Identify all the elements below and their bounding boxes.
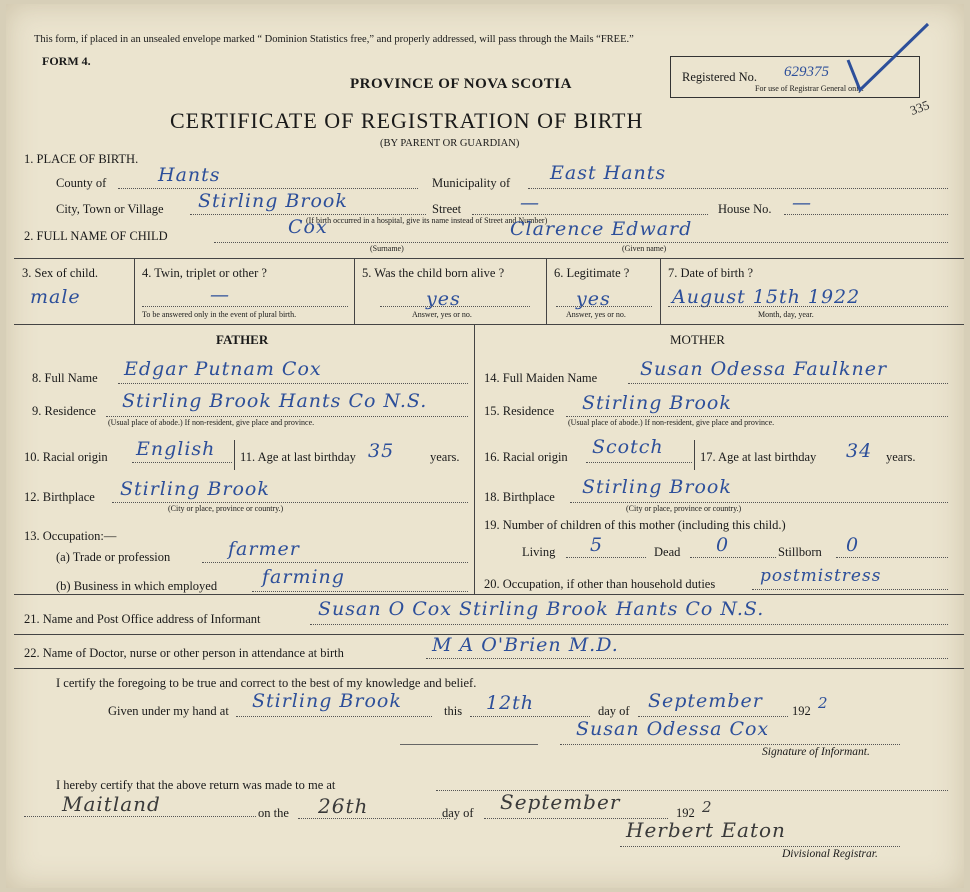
registrar-note: For use of Registrar General only. — [755, 84, 864, 93]
registrar-month: September — [500, 790, 621, 814]
mother-racial-label: 16. Racial origin — [484, 450, 568, 464]
hospital-note: (If birth occurred in a hospital, give its name instead of Street and Number) — [306, 216, 548, 225]
dob-label: 7. Date of birth ? — [668, 266, 754, 280]
alive-note: Answer, yes or no. — [412, 310, 472, 319]
father-res-label: 9. Residence — [32, 404, 96, 418]
father-age-unit: years. — [430, 450, 460, 464]
dob-note: Month, day, year. — [758, 310, 814, 319]
child-given-name: Clarence Edward — [510, 218, 693, 240]
mother-occupation: postmistress — [760, 566, 882, 586]
certify-statement: I certify the foregoing to be true and correct to the best of my knowledge and belief. — [56, 676, 477, 690]
father-racial-label: 10. Racial origin — [24, 450, 108, 464]
municipality-value: East Hants — [550, 162, 667, 184]
street-label: Street — [432, 202, 462, 216]
registrar-signature: Herbert Eaton — [626, 818, 786, 842]
legit-label: 6. Legitimate ? — [554, 266, 630, 280]
twin-note: To be answered only in the event of plural birth. — [142, 310, 297, 319]
this-label: this — [444, 704, 463, 718]
dead-value: 0 — [716, 534, 730, 556]
trade-label: (a) Trade or profession — [56, 550, 171, 564]
registered-value: 629375 — [784, 64, 829, 80]
county-label: County of — [56, 176, 107, 190]
certify-month: September — [648, 690, 763, 712]
mother-residence: Stirling Brook — [582, 392, 732, 414]
legit-value: yes — [576, 288, 611, 310]
mother-racial: Scotch — [592, 436, 664, 458]
child-name-label: 2. FULL NAME OF CHILD — [24, 229, 168, 243]
father-age: 35 — [368, 440, 395, 462]
registrar-year-prefix: 192 — [676, 806, 695, 820]
stillborn-value: 0 — [846, 534, 860, 556]
twin-label: 4. Twin, triplet or other ? — [142, 266, 267, 280]
surname-caption: (Surname) — [370, 244, 404, 253]
mother-age-unit: years. — [886, 450, 916, 464]
mother-res-note: (Usual place of abode.) If non-resident, give place and province. — [568, 418, 775, 427]
mother-age-label: 17. Age at last birthday — [700, 450, 817, 464]
father-res-note: (Usual place of abode.) If non-resident, give place and province. — [108, 418, 315, 427]
mother-res-label: 15. Residence — [484, 404, 555, 418]
alive-label: 5. Was the child born alive ? — [362, 266, 505, 280]
certify-year-prefix: 192 — [792, 704, 811, 718]
registrar-dayof-label: day of — [442, 806, 474, 820]
legit-note: Answer, yes or no. — [566, 310, 626, 319]
twin-value: — — [210, 284, 230, 306]
certify-day: 12th — [486, 692, 535, 714]
certify-dayof-label: day of — [598, 704, 630, 718]
child-surname: Cox — [288, 216, 328, 238]
check-mark-icon — [838, 20, 934, 100]
house-label: House No. — [718, 202, 772, 216]
father-age-label: 11. Age at last birthday — [240, 450, 356, 464]
living-label: Living — [522, 545, 556, 559]
county-value: Hants — [158, 164, 221, 186]
mother-birth-label: 18. Birthplace — [484, 490, 555, 504]
sex-value: male — [30, 286, 81, 308]
certify-year: 2 — [818, 694, 829, 712]
on-the-label: on the — [258, 806, 289, 820]
children-label: 19. Number of children of this mother (including this child.) — [484, 518, 786, 532]
dead-label: Dead — [654, 545, 681, 559]
alive-value: yes — [426, 288, 461, 310]
registrar-year: 2 — [702, 798, 713, 816]
mother-birthplace: Stirling Brook — [582, 476, 732, 498]
city-value: Stirling Brook — [198, 190, 348, 212]
registrar-statement: I hereby certify that the above return was made to me at — [56, 778, 336, 792]
informant-signature-caption: Signature of Informant. — [762, 746, 870, 758]
trade-value: farmer — [228, 538, 300, 560]
given-under-label: Given under my hand at — [108, 704, 229, 718]
mother-heading: MOTHER — [670, 332, 725, 347]
father-birth-label: 12. Birthplace — [24, 490, 95, 504]
municipality-label: Municipality of — [432, 176, 511, 190]
registrar-day: 26th — [318, 794, 369, 818]
father-birth-note: (City or place, province or country.) — [168, 504, 284, 513]
sex-label: 3. Sex of child. — [22, 266, 99, 280]
stamp-mark: 335 — [907, 97, 932, 118]
city-label: City, Town or Village — [56, 202, 164, 216]
house-value: — — [792, 192, 812, 214]
business-label: (b) Business in which employed — [56, 579, 218, 593]
doctor-label: 22. Name of Doctor, nurse or other person in attendance at birth — [24, 646, 344, 660]
page-title: CERTIFICATE OF REGISTRATION OF BIRTH — [170, 108, 644, 133]
father-residence: Stirling Brook Hants Co N.S. — [122, 390, 428, 412]
informant-label: 21. Name and Post Office address of Informant — [24, 612, 261, 626]
mother-name-label: 14. Full Maiden Name — [484, 371, 598, 385]
page-subtitle: (BY PARENT OR GUARDIAN) — [380, 138, 520, 149]
given-place: Stirling Brook — [252, 690, 402, 712]
mother-birth-note: (City or place, province or country.) — [626, 504, 742, 513]
informant-value: Susan O Cox Stirling Brook Hants Co N.S. — [318, 598, 765, 620]
given-caption: (Given name) — [622, 244, 667, 253]
place-heading: 1. PLACE OF BIRTH. — [24, 152, 139, 166]
mother-occ-label: 20. Occupation, if other than household duties — [484, 577, 716, 591]
street-value: — — [520, 192, 540, 214]
registrar-caption: Divisional Registrar. — [782, 848, 878, 860]
dob-value: August 15th 1922 — [672, 286, 861, 308]
father-name-label: 8. Full Name — [32, 371, 98, 385]
province-title: PROVINCE OF NOVA SCOTIA — [350, 76, 572, 92]
mother-name: Susan Odessa Faulkner — [640, 358, 888, 380]
registered-label: Registered No. — [682, 70, 757, 84]
doctor-value: M A O'Brien M.D. — [432, 634, 619, 656]
mail-notice: This form, if placed in an unsealed envelope marked “ Dominion Statistics free,” and properly addressed, will pass through the Mails “FREE.” — [34, 34, 634, 45]
stillborn-label: Stillborn — [778, 545, 822, 559]
father-heading: FATHER — [216, 332, 269, 347]
living-value: 5 — [590, 534, 604, 556]
mother-age: 34 — [846, 440, 873, 462]
father-birthplace: Stirling Brook — [120, 478, 270, 500]
registrar-place: Maitland — [62, 792, 161, 816]
father-name: Edgar Putnam Cox — [124, 358, 322, 380]
father-occ-label: 13. Occupation:— — [24, 529, 117, 543]
form-number: FORM 4. — [42, 54, 91, 68]
informant-signature: Susan Odessa Cox — [576, 718, 770, 740]
father-racial: English — [136, 438, 216, 460]
business-value: farming — [262, 566, 345, 588]
